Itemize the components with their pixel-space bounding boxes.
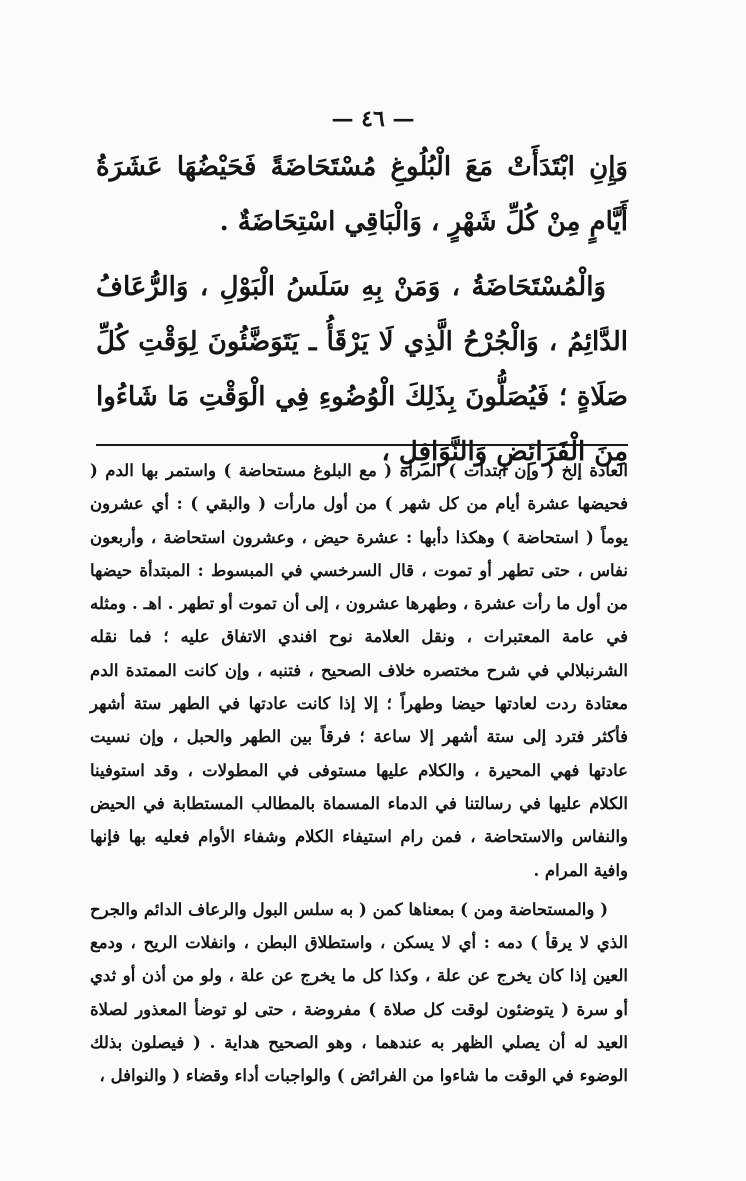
- main-text: [96, 140, 628, 480]
- commentary-paragraph-2: ( والمستحاضة ومن ) بمعناها كمن ( به سلس البول والرعاف الدائم والجرح الذي لا يرقأ ) دمه : أي لا يسكن ، واستطلاق البطن ، وانفلات الريح ، ودمع العين إذا كان يخرج عن علة ، وكذا كل ما يخرج عن علة ، ولو من أذن أو ثدي أو سرة ( يتوضئون لوقت كل صلاة ) مفروضة ، حتى لو توضأ المعذور لصلاة العيد له أن يصلي الظهر به عندهما ، وهو الصحيح هداية . ( فيصلون بذلك الوضوء في الوقت ما شاءوا من الفرائض ) والواجبات أداء وقضاء ( والنوافل ،: [90, 899, 628, 1086]
- main-paragraph-1: وَإِنِ ابْتَدَأَتْ مَعَ الْبُلُوغِ مُسْتَحَاضَةً فَحَيْضُهَا عَشَرَةُ أَيَّامٍ مِنْ كُلِّ شَهْرٍ ، وَالْبَاقِي اسْتِحَاضَةٌ .: [96, 152, 628, 237]
- main-paragraph-2: وَالْمُسْتَحَاضَةُ ، وَمَنْ بِهِ سَلَسُ الْبَوْلِ ، وَالرُّعَافُ الدَّائِمُ ، وَالْجُرْحُ الَّذِي لَا يَرْقَأُ ـ يَتَوَضَّئُونَ لِوَقْتِ كُلِّ صَلَاةٍ ؛ فَيُصَلُّونَ بِذَلِكَ الْوُضُوءِ فِي الْوَقْتِ مَا شَاءُوا مِنَ الْفَرَائِضِ وَالنَّوَافِلِ ،: [96, 272, 628, 467]
- commentary-paragraph-1: العادة إلخ ( وإن ابتدأت ) المرأة ( مع البلوغ مستحاضة ) واستمر بها الدم ( فحيضها عشرة أيام من كل شهر ) من أول مارأت ( والبقي ) : أي عشرون يوماً ( استحاضة ) وهكذا دأبها : عشرة حيض ، وعشرون استحاضة ، وأربعون نفاس ، حتى تطهر أو تموت ، قال السرخسي في المبسوط : المبتدأة حيضها من أول ما رأت عشرة ، وطهرها عشرون ، إلى أن تموت أو تطهر . اهـ . ومثله في عامة المعتبرات ، ونقل العلامة نوح افندي الاتفاق عليه ؛ فما نقله الشرنبلالي في شرح مختصره خلاف الصحيح ، فتنبه ، وإن كانت الممتدة الدم معتادة ردت لعادتها حيضا وطهراً ؛ إلا إذا كانت عادتها في الطهر ستة أشهر فأكثر فترد إلى ستة أشهر إلا ساعة ؛ فرقاً بين الطهر والحبل ، وإن نسيت عادتها فهي المحيرة ، والكلام عليها مستوفى في المطولات ، وقد استوفينا الكلام عليها في رسالتنا في الدماء المسماة بالمطالب المستطابة في الحيض والنفاس والاستحاضة ، فمن رام استيفاء الكلام وشفاء الأوام فعليه بها فإنها وافية المرام .: [90, 461, 628, 880]
- page-number: — ٤٦ —: [331, 106, 415, 132]
- commentary-text: [90, 454, 628, 1093]
- footnote-divider: [96, 444, 628, 446]
